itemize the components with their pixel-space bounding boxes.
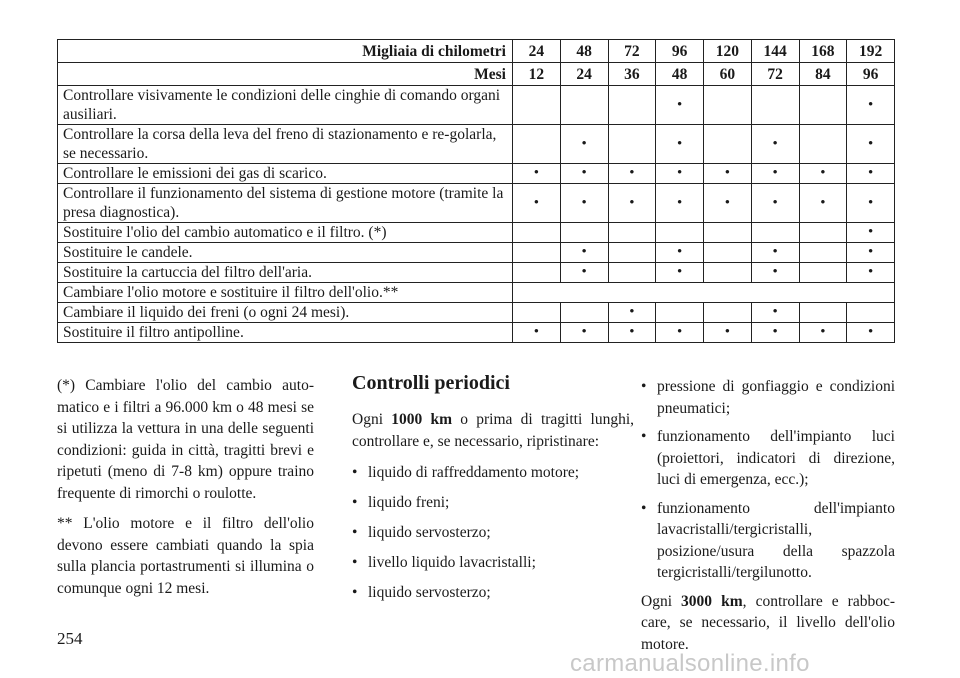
service-mark: • bbox=[656, 323, 704, 343]
service-mark: • bbox=[608, 164, 656, 184]
service-mark: • bbox=[751, 184, 799, 223]
task-description: Sostituire il filtro antipolline. bbox=[58, 323, 513, 343]
months-value: 24 bbox=[560, 63, 608, 86]
service-mark: • bbox=[608, 184, 656, 223]
empty-cell bbox=[751, 223, 799, 243]
empty-cell bbox=[704, 223, 752, 243]
header-row-months bbox=[58, 63, 895, 86]
empty-cell bbox=[799, 223, 847, 243]
footnotes bbox=[57, 375, 314, 608]
km-value: 48 bbox=[560, 40, 608, 63]
service-mark: • bbox=[513, 164, 561, 184]
merged-cell bbox=[513, 283, 895, 303]
page-number: 254 bbox=[57, 629, 83, 648]
intro-paragraph: Ogni 1000 km o prima di tragitti lunghi, controllare e, se necessario, ripristinare: bbox=[352, 411, 634, 450]
service-mark: • bbox=[704, 164, 752, 184]
table-row bbox=[58, 223, 895, 243]
km-value: 120 bbox=[704, 40, 752, 63]
task-description: Sostituire le candele. bbox=[58, 243, 513, 263]
empty-cell bbox=[799, 243, 847, 263]
service-mark: • bbox=[799, 184, 847, 223]
service-mark: • bbox=[799, 323, 847, 343]
km-value: 192 bbox=[847, 40, 895, 63]
service-mark: • bbox=[847, 243, 895, 263]
task-description: Controllare visivamente le condizioni delle cinghie di comando organi ausiliari. bbox=[58, 86, 513, 125]
bullet-icon: • bbox=[352, 464, 358, 481]
empty-cell bbox=[799, 263, 847, 283]
service-mark: • bbox=[608, 303, 656, 323]
months-value: 96 bbox=[847, 63, 895, 86]
task-description: Controllare le emissioni dei gas di scarico. bbox=[58, 164, 513, 184]
empty-cell bbox=[513, 223, 561, 243]
months-header-label: Mesi bbox=[58, 63, 513, 86]
service-mark: • bbox=[656, 164, 704, 184]
bullet-icon: • bbox=[641, 378, 647, 395]
service-mark: • bbox=[847, 323, 895, 343]
task-description: Sostituire la cartuccia del filtro dell'aria. bbox=[58, 263, 513, 283]
service-mark: • bbox=[656, 263, 704, 283]
service-mark: • bbox=[751, 164, 799, 184]
service-mark: • bbox=[560, 164, 608, 184]
service-mark: • bbox=[847, 125, 895, 164]
list-item: • liquido servosterzo; bbox=[352, 582, 634, 604]
empty-cell bbox=[513, 303, 561, 323]
km-value: 24 bbox=[513, 40, 561, 63]
table-row bbox=[58, 323, 895, 343]
service-mark: • bbox=[704, 184, 752, 223]
task-description: Controllare il funzionamento del sistema di gestione motore (tramite la presa diagnostica). bbox=[58, 184, 513, 223]
km-value: 168 bbox=[799, 40, 847, 63]
months-value: 60 bbox=[704, 63, 752, 86]
empty-cell bbox=[704, 263, 752, 283]
empty-cell bbox=[608, 243, 656, 263]
list-item: • funzionamento dell'impianto luci (proiettori, indicatori di direzione, luci di emergenza, ecc.); bbox=[641, 428, 895, 488]
service-mark: • bbox=[847, 164, 895, 184]
service-mark: • bbox=[847, 263, 895, 283]
table-row bbox=[58, 283, 895, 303]
header-row-km bbox=[58, 40, 895, 63]
service-mark: • bbox=[751, 323, 799, 343]
service-mark: • bbox=[560, 323, 608, 343]
empty-cell bbox=[799, 125, 847, 164]
service-mark: • bbox=[751, 243, 799, 263]
service-mark: • bbox=[656, 125, 704, 164]
bullet-icon: • bbox=[352, 494, 358, 511]
km-header-label: Migliaia di chilometri bbox=[58, 40, 513, 63]
service-mark: • bbox=[656, 184, 704, 223]
empty-cell bbox=[608, 125, 656, 164]
service-mark: • bbox=[799, 164, 847, 184]
service-mark: • bbox=[751, 303, 799, 323]
km-value: 72 bbox=[608, 40, 656, 63]
periodic-checks-continued bbox=[641, 376, 895, 655]
periodic-checks-section bbox=[352, 371, 634, 612]
bullet-icon: • bbox=[352, 554, 358, 571]
empty-cell bbox=[513, 125, 561, 164]
empty-cell bbox=[704, 86, 752, 125]
bullet-icon: • bbox=[641, 428, 647, 445]
empty-cell bbox=[799, 303, 847, 323]
task-description: Controllare la corsa della leva del freno di stazionamento e re-golarla, se necessario. bbox=[58, 125, 513, 164]
service-mark: • bbox=[704, 323, 752, 343]
table-row bbox=[58, 263, 895, 283]
empty-cell bbox=[751, 86, 799, 125]
service-mark: • bbox=[751, 125, 799, 164]
service-mark: • bbox=[560, 125, 608, 164]
empty-cell bbox=[799, 86, 847, 125]
service-mark: • bbox=[560, 243, 608, 263]
table-row bbox=[58, 243, 895, 263]
footnote-automatic-gearbox: (*) Cambiare l'olio del cambio auto-matico e i filtri a 96.000 km o 48 mesi se si utilizza la vettura in una delle seguenti condizioni: guida in città, tragitti brevi e ripetuti (meno di 7-8 km) oppure traino frequente di rimorchi o roulotte. bbox=[57, 377, 314, 502]
task-description: Sostituire l'olio del cambio automatico e il filtro. (*) bbox=[58, 223, 513, 243]
empty-cell bbox=[560, 223, 608, 243]
months-value: 36 bbox=[608, 63, 656, 86]
months-value: 84 bbox=[799, 63, 847, 86]
task-description: Cambiare l'olio motore e sostituire il filtro dell'olio.** bbox=[58, 283, 513, 303]
empty-cell bbox=[513, 243, 561, 263]
bullet-icon: • bbox=[641, 499, 647, 517]
service-mark: • bbox=[847, 223, 895, 243]
bullet-icon: • bbox=[352, 524, 358, 541]
empty-cell bbox=[513, 86, 561, 125]
km-value: 144 bbox=[751, 40, 799, 63]
bullet-icon: • bbox=[352, 584, 358, 601]
service-mark: • bbox=[656, 243, 704, 263]
section-heading: Controlli periodici bbox=[352, 372, 510, 394]
table-row bbox=[58, 184, 895, 223]
checks-list bbox=[352, 462, 634, 604]
task-description: Cambiare il liquido dei freni (o ogni 24 mesi). bbox=[58, 303, 513, 323]
service-mark: • bbox=[513, 184, 561, 223]
km-value: 96 bbox=[656, 40, 704, 63]
checks-list-continued bbox=[641, 376, 895, 584]
footnote-engine-oil: ** L'olio motore e il filtro dell'olio devono essere cambiati quando la spia sulla plancia portastrumenti si illumina o comunque ogni 12 mesi. bbox=[57, 515, 314, 597]
months-value: 48 bbox=[656, 63, 704, 86]
list-item: • liquido servosterzo; bbox=[352, 522, 634, 544]
empty-cell bbox=[704, 125, 752, 164]
table-row bbox=[58, 303, 895, 323]
months-value: 72 bbox=[751, 63, 799, 86]
service-mark: • bbox=[560, 184, 608, 223]
months-value: 12 bbox=[513, 63, 561, 86]
list-item: • livello liquido lavacristalli; bbox=[352, 552, 634, 574]
list-item: • liquido di raffreddamento motore; bbox=[352, 462, 634, 484]
service-mark: • bbox=[656, 86, 704, 125]
empty-cell bbox=[608, 263, 656, 283]
empty-cell bbox=[608, 86, 656, 125]
table-row bbox=[58, 125, 895, 164]
empty-cell bbox=[513, 263, 561, 283]
service-mark: • bbox=[560, 263, 608, 283]
service-mark: • bbox=[513, 323, 561, 343]
empty-cell bbox=[560, 303, 608, 323]
service-mark: • bbox=[751, 263, 799, 283]
empty-cell bbox=[608, 223, 656, 243]
table-row bbox=[58, 86, 895, 125]
list-item: • pressione di gonfiaggio e condizioni pneumatici; bbox=[641, 378, 895, 417]
empty-cell bbox=[704, 303, 752, 323]
list-item: • funzionamento dell'impianto lavacristalli/tergicristalli, posizione/usura della spazzola tergicristalli/tergilunotto. bbox=[641, 499, 895, 581]
empty-cell bbox=[560, 86, 608, 125]
empty-cell bbox=[704, 243, 752, 263]
maintenance-schedule-table bbox=[57, 39, 895, 343]
empty-cell bbox=[656, 303, 704, 323]
watermark: carmanualsonline.info bbox=[570, 650, 810, 677]
outro-paragraph: Ogni 3000 km, controllare e rabboc-care, se necessario, il livello dell'olio motore. bbox=[641, 592, 895, 653]
service-mark: • bbox=[847, 86, 895, 125]
list-item: • liquido freni; bbox=[352, 492, 634, 514]
table-row bbox=[58, 164, 895, 184]
empty-cell bbox=[847, 303, 895, 323]
service-mark: • bbox=[847, 184, 895, 223]
service-mark: • bbox=[608, 323, 656, 343]
empty-cell bbox=[656, 223, 704, 243]
